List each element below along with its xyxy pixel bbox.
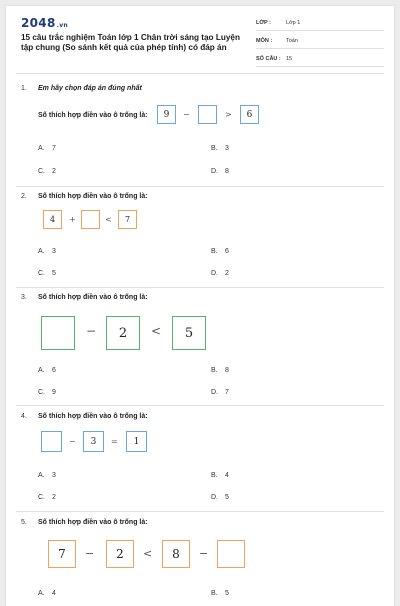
option-a[interactable] — [38, 472, 56, 479]
option-key: D. — [211, 168, 218, 175]
option-b[interactable] — [211, 590, 229, 597]
blank-box[interactable] — [41, 431, 62, 452]
option-b[interactable] — [211, 367, 229, 374]
option-key: B. — [211, 590, 218, 597]
option-key: C. — [38, 494, 45, 501]
plus-sign: + — [69, 215, 76, 224]
option-value: 2 — [225, 270, 229, 277]
option-c[interactable] — [38, 494, 56, 501]
question-prompt: Số thích hợp điền vào ô trống là: — [38, 413, 148, 420]
option-key: B. — [211, 472, 218, 479]
divider — [16, 511, 384, 512]
option-key: A. — [38, 145, 45, 152]
meta-row-subject — [256, 34, 384, 49]
meta-row-count — [256, 52, 384, 67]
question-prompt: Số thích hợp điền vào ô trống là: — [38, 112, 148, 119]
question-intro: Em hãy chọn đáp án đúng nhất — [38, 85, 142, 92]
blank-box[interactable] — [81, 210, 100, 229]
option-value: 2 — [52, 168, 56, 175]
option-value: 3 — [52, 248, 56, 255]
option-value: 6 — [225, 248, 229, 255]
option-d[interactable] — [211, 494, 229, 501]
meta-value: Toán — [286, 38, 298, 44]
number-box: 9 — [157, 105, 176, 124]
option-value: 6 — [52, 367, 56, 374]
blank-box[interactable] — [198, 105, 217, 124]
equals-sign: = — [111, 437, 118, 446]
question-prompt: Số thích hợp điền vào ô trống là: — [38, 519, 148, 526]
less-than-sign: < — [151, 324, 162, 338]
option-key: B. — [211, 145, 218, 152]
divider — [16, 73, 384, 74]
number-box: 7 — [48, 540, 76, 568]
option-value: 8 — [225, 168, 229, 175]
number-box: 1 — [126, 431, 147, 452]
minus-sign: − — [85, 547, 95, 560]
question-number: 5. — [21, 519, 27, 526]
meta-value: 15 — [286, 56, 293, 62]
minus-sign: − — [183, 110, 190, 119]
header — [6, 6, 394, 66]
option-key: C. — [38, 168, 45, 175]
option-value: 2 — [52, 494, 56, 501]
number-box: 8 — [162, 540, 190, 568]
option-value: 5 — [52, 270, 56, 277]
page-title: 15 câu trắc nghiệm Toán lớp 1 Chân trời sáng tạo Luyện tập chung (So sánh kết quả của phép tính) có đáp án — [21, 33, 240, 52]
option-value: 3 — [52, 472, 56, 479]
number-box: 7 — [118, 210, 137, 229]
blank-box[interactable] — [41, 316, 75, 350]
option-value: 4 — [52, 590, 56, 597]
minus-sign: − — [69, 437, 76, 446]
option-b[interactable] — [211, 248, 229, 255]
option-a[interactable] — [38, 590, 56, 597]
option-value: 7 — [52, 145, 56, 152]
site-logo[interactable] — [21, 16, 68, 30]
option-a[interactable] — [38, 248, 56, 255]
question-number: 3. — [21, 294, 27, 301]
option-value: 4 — [225, 472, 229, 479]
option-b[interactable] — [211, 145, 229, 152]
meta-row-class — [256, 16, 384, 31]
divider — [16, 186, 384, 187]
meta-value: Lớp 1 — [286, 20, 301, 26]
option-value: 9 — [52, 389, 56, 396]
option-key: B. — [211, 367, 218, 374]
question-prompt: Số thích hợp điền vào ô trống là: — [38, 193, 148, 200]
option-key: D. — [211, 494, 218, 501]
question-number: 2. — [21, 193, 27, 200]
number-box: 3 — [83, 431, 104, 452]
divider — [16, 287, 384, 288]
meta-info — [256, 16, 384, 70]
number-box: 5 — [172, 316, 206, 350]
option-key: A. — [38, 472, 45, 479]
option-a[interactable] — [38, 367, 56, 374]
option-b[interactable] — [211, 472, 229, 479]
option-key: D. — [211, 389, 218, 396]
number-box: 4 — [43, 210, 62, 229]
option-c[interactable] — [38, 270, 56, 277]
option-key: C. — [38, 389, 45, 396]
option-c[interactable] — [38, 168, 56, 175]
option-value: 3 — [225, 145, 229, 152]
option-key: C. — [38, 270, 45, 277]
number-box: 6 — [240, 105, 259, 124]
option-c[interactable] — [38, 389, 56, 396]
number-box: 2 — [106, 316, 140, 350]
option-key: A. — [38, 590, 45, 597]
meta-key: SỐ CÂU : — [256, 56, 281, 62]
option-key: D. — [211, 270, 218, 277]
meta-key: MÔN : — [256, 38, 273, 44]
option-value: 7 — [225, 389, 229, 396]
blank-box[interactable] — [217, 540, 245, 568]
question-number: 4. — [21, 413, 27, 420]
option-d[interactable] — [211, 270, 229, 277]
less-than-sign: < — [143, 547, 153, 560]
option-d[interactable] — [211, 389, 229, 396]
number-box: 2 — [106, 540, 134, 568]
less-than-sign: < — [105, 215, 112, 224]
option-value: 5 — [225, 590, 229, 597]
option-value: 8 — [225, 367, 229, 374]
logo-text: 2048 — [21, 16, 56, 30]
option-value: 5 — [225, 494, 229, 501]
question-number: 1. — [21, 85, 27, 92]
meta-key: LỚP : — [256, 20, 271, 26]
logo-suffix: .vn — [56, 22, 68, 29]
question-prompt: Số thích hợp điền vào ô trống là: — [38, 294, 148, 301]
option-key: B. — [211, 248, 218, 255]
option-d[interactable] — [211, 168, 229, 175]
minus-sign: − — [86, 324, 97, 338]
worksheet — [6, 6, 394, 606]
minus-sign: − — [199, 547, 209, 560]
option-a[interactable] — [38, 145, 56, 152]
divider — [16, 405, 384, 406]
greater-than-sign: > — [225, 110, 232, 119]
option-key: A. — [38, 367, 45, 374]
option-key: A. — [38, 248, 45, 255]
